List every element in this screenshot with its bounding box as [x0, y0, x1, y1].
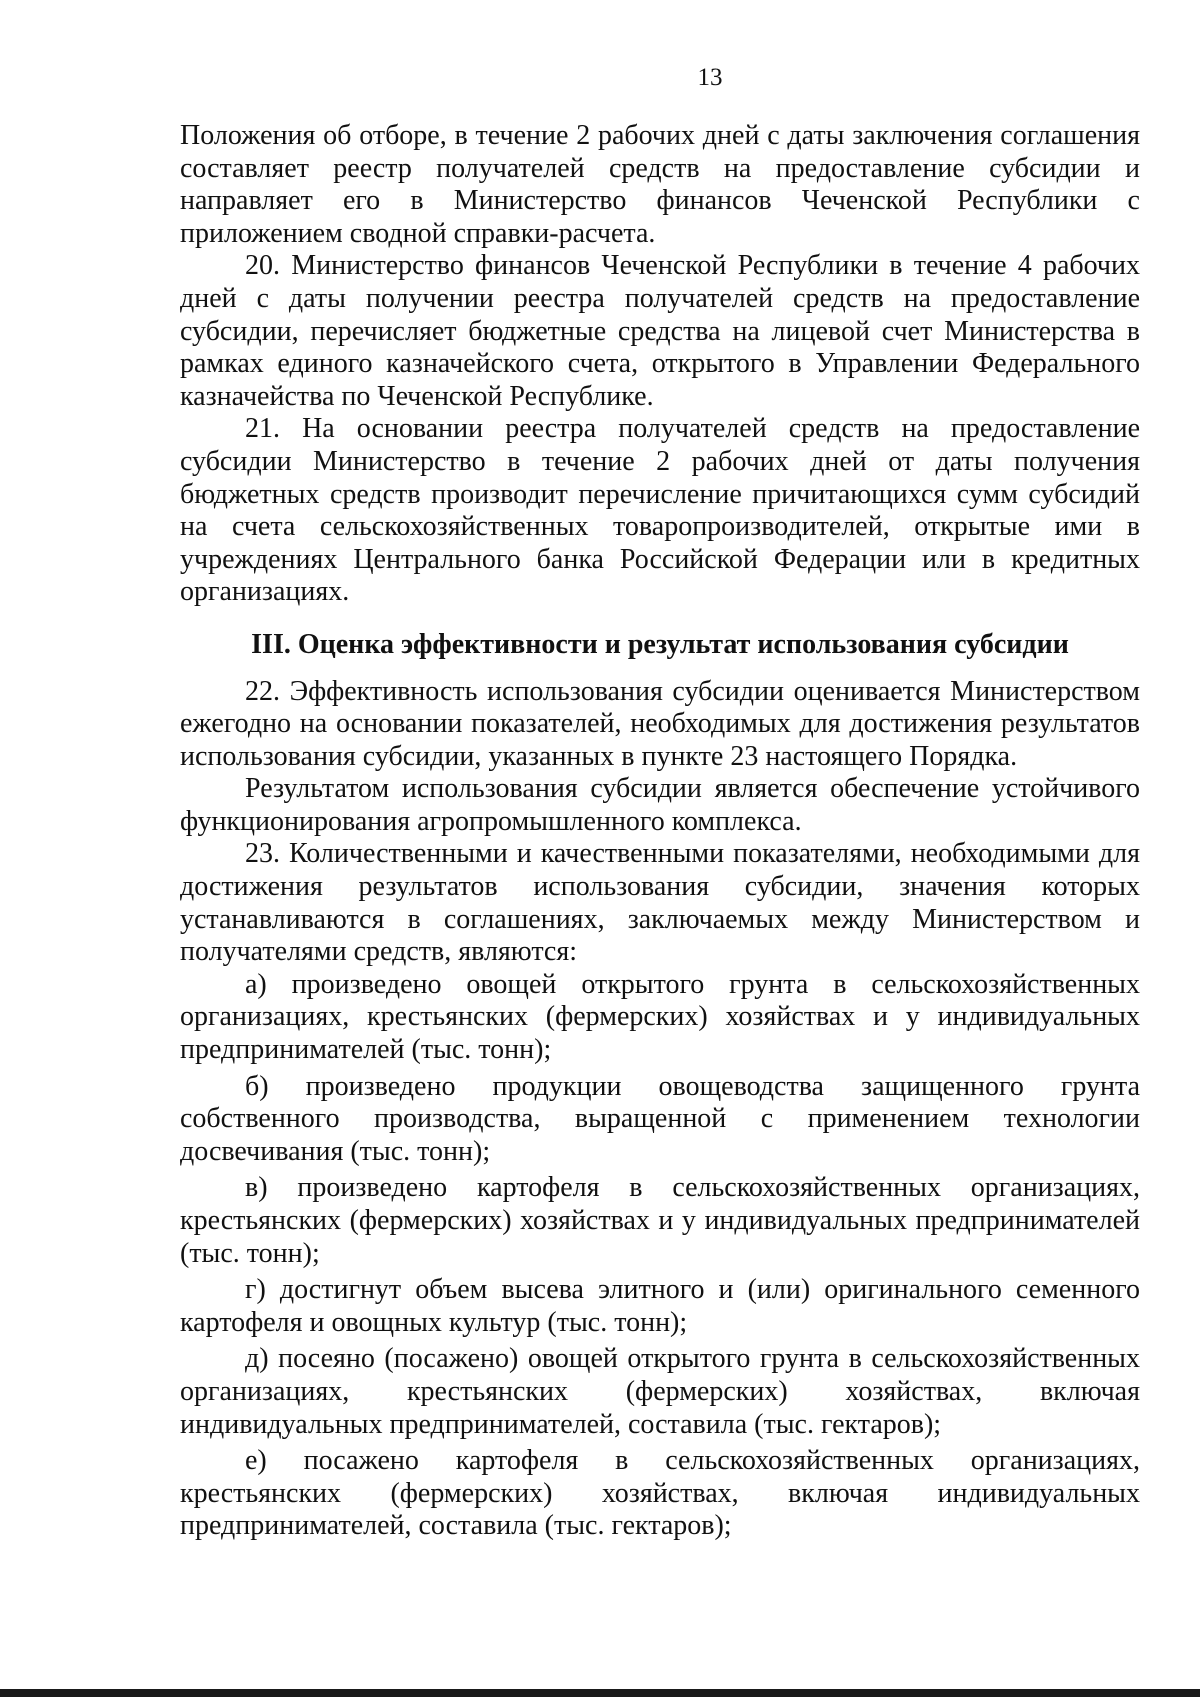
list-item-d: д) посеяно (посажено) овощей открытого грунта в сельскохозяйственных организациях, крестьянских (фермерских) хозяйствах, включая индивидуальных предпринимателей, составила (тыс. гектаров); [180, 1343, 1140, 1440]
list-item-v: в) произведено картофеля в сельскохозяйственных организациях, крестьянских (фермерских) хозяйствах и у индивидуальных предпринимателей (тыс. тонн); [180, 1172, 1140, 1269]
list-item-g: г) достигнут объем высева элитного и (или) оригинального семенного картофеля и овощных культур (тыс. тонн); [180, 1274, 1140, 1338]
page-number: 13 [697, 64, 723, 91]
list-item-e: е) посажено картофеля в сельскохозяйственных организациях, крестьянских (фермерских) хозяйствах, включая индивидуальных предпринимателей, составила (тыс. гектаров); [180, 1445, 1140, 1542]
section-heading: III. Оценка эффективности и результат использования субсидии [251, 628, 1069, 660]
list-item-a: а) произведено овощей открытого грунта в сельскохозяйственных организациях, крестьянских (фермерских) хозяйствах и у индивидуальных предпринимателей (тыс. тонн); [180, 968, 1140, 1066]
document-body [180, 120, 1140, 1543]
list-item-b: б) произведено продукции овощеводства защищенного грунта собственного производства, выращенной с применением технологии досвечивания (тыс. тонн); [180, 1070, 1140, 1167]
paragraph-item-21: 21. На основании реестра получателей средств на предоставление субсидии Министерство в течение 2 рабочих дней от даты получения бюджетных средств производит перечисление причитающихся сумм субсидий на счета сельскохозяйственных товаропроизводителей, открытые ими в учреждениях Центрального банка Российской Федерации или в кредитных организациях. [180, 413, 1140, 608]
scan-bottom-edge [0, 1689, 1200, 1697]
paragraph-continuation: Положения об отборе, в течение 2 рабочих дней с даты заключения соглашения составляет реестр получателей средств на предоставление субсидии и направляет его в Министерство финансов Чеченской Республики с приложением сводной справки-расчета. [180, 120, 1140, 249]
paragraph-item-22: 22. Эффективность использования субсидии оценивается Министерством ежегодно на основании показателей, необходимых для достижения результатов использования субсидии, указанных в пункте 23 настоящего Порядка. [180, 675, 1140, 772]
paragraph-item-20: 20. Министерство финансов Чеченской Республики в течение 4 рабочих дней с даты получении реестра получателей средств на предоставление субсидии, перечисляет бюджетные средства на лицевой счет Министерства в рамках единого казначейского счета, открытого в Управлении Федерального казначейства по Чеченской Республике. [180, 250, 1140, 412]
paragraph-result: Результатом использования субсидии является обеспечение устойчивого функционирования агропромышленного комплекса. [180, 773, 1140, 837]
paragraph-item-23: 23. Количественными и качественными показателями, необходимыми для достижения результатов использования субсидии, значения которых устанавливаются в соглашениях, заключаемых между Министерством и получателями средств, являются: [180, 838, 1140, 968]
